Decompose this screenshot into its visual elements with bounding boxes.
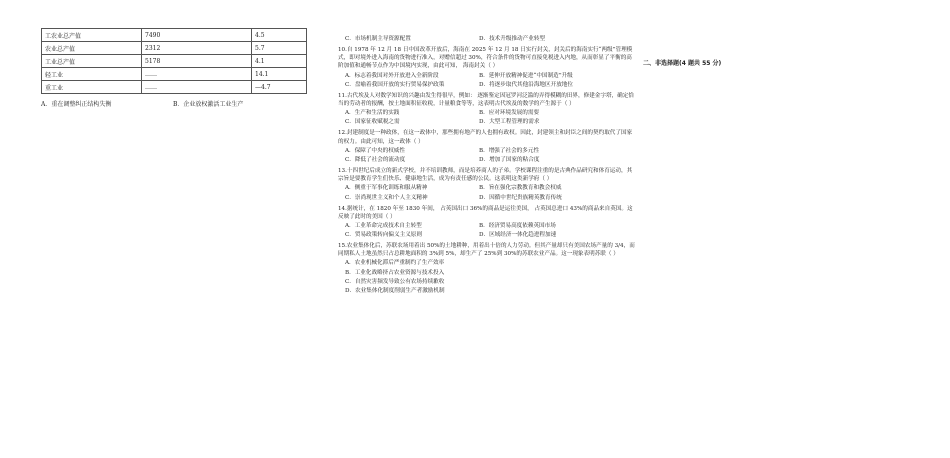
table-row [42, 55, 307, 68]
options-row [338, 258, 636, 267]
options-row [338, 277, 636, 286]
option-b: B．增强了社会的多元性 [479, 147, 540, 154]
option-b: B．延伸开放精神促进“中国制造”升级 [479, 72, 573, 79]
question-13-stem: 13.十四世纪后成立的新式学校，并不培训教师，而是培养商人的子弟。学校课程注重的是古典作品研究和体育运动，其宗旨是要教育学生们快乐、健康地生活，成为有责任感的公民。这表明这类新学府（ ） [338, 167, 633, 183]
options-row [338, 230, 636, 239]
option-a: A．侧重于军事化训练和服从精神 [345, 185, 428, 192]
table-cell-growth: —4.7 [252, 81, 307, 94]
table-cell-label: 农业总产值 [42, 42, 142, 55]
option-c: C．市场机制主导资源配置 [345, 36, 411, 42]
option-d: D．技术升级推动产业转型 [479, 36, 546, 42]
table-cell-value: 2312 [142, 42, 252, 55]
option-b: B．应对环境发展的需要 [479, 110, 540, 117]
options-row [338, 146, 636, 155]
option-a: A．生产和生活的实践 [345, 110, 400, 117]
options-row [338, 183, 636, 192]
option-c: C．自然灾害频发导致公有农场持续歉收 [345, 278, 445, 285]
options-row [338, 268, 636, 277]
option-b: B．工业化战略挤占农业资源与技术投入 [345, 269, 445, 276]
option-d: D．将逐步取代其他沿海地区开放地位 [479, 81, 573, 88]
option-b: B．旨在强化宗教教育和教会权威 [479, 185, 562, 192]
option-a: A．农业机械化滞后严重制约了生产效率 [345, 260, 445, 267]
question-10-stem: 10.自 1978 年 12 月 18 日中国改革开放后，海南在 2025 年 12 月 18 日实行封关，封关后的海南实行“两级”管理模式，即对境外进入海南的货物进行准入，对赠信超过 30%，符合条件的货物可直接免税进入内地，从而彰显了平衡的高阶加值和通畅节点作为中国境内实现，由此可知， 海南封关（ ） [338, 46, 633, 70]
option-c: C．盘喻着我国开放的实行贸易保护政策 [345, 81, 445, 88]
question-column [338, 34, 636, 295]
question-12-stem: 12.封建制度是一种政体，在这一政体中，那些拥有地产的人也拥有政权。因此，封建领主和封臣之间的契约取代了国家的权力。由此可知，这一政体（ ） [338, 130, 633, 145]
options-row [338, 108, 636, 117]
table-cell-growth: 4.5 [252, 29, 307, 42]
table-cell-value: …… [142, 68, 252, 81]
option-d: D．农业集体化制度削弱生产者激励机制 [345, 288, 445, 295]
options-row [338, 80, 636, 89]
options-row [338, 34, 636, 43]
table-cell-value: 7490 [142, 29, 252, 42]
options-row [338, 221, 636, 230]
section-title: 二、非选择题(4 题共 55 分) [643, 60, 722, 67]
option-b: B．经济贸易高度依赖英国市场 [479, 222, 556, 229]
option-c: C．贸易政策转向偏义主义原则 [345, 232, 422, 239]
table-cell-label: 轻工业 [42, 68, 142, 81]
option-a: A．标志着我国对外开放进入全新阶段 [345, 72, 439, 79]
question-15-stem: 15.农业集体化后，苏联农场用着出 50%的土地耕种，用着出十倍的人力劳动。但其产量却只有美国农场产量的 3/4，而同期私人土地虽然只占总耕地面积的 3%到 5%，却生产了 25%到 30%的苏联农业产品。这一现象表明苏联（ ） [338, 243, 635, 258]
option-a: A．保障了中央的权威性 [345, 147, 405, 154]
table-cell-label: 工农业总产值 [42, 29, 142, 42]
options-row [338, 155, 636, 164]
options-row [338, 71, 636, 80]
options-row [338, 286, 636, 295]
table-row [42, 29, 307, 42]
table-cell-label: 重工业 [42, 81, 142, 94]
economic-data-table [41, 28, 307, 94]
table-cell-growth: 4.1 [252, 55, 307, 68]
table-row [42, 68, 307, 81]
options-row [338, 193, 636, 202]
option-d: D．因循中世纪贵族精英教育传统 [479, 194, 562, 201]
option-c: C．国家征收赋税之需 [345, 119, 400, 126]
table-cell-label: 工业总产值 [42, 55, 142, 68]
question-11-stem: 11.古代埃及人对数学知识的兴趣由发生得很早，例如： 逐渐鉴定因冠罗河泛滥的弄得模糊的田界，修建金字塔，确定恰当的劳动者的报酬，按土地面积征收税，计量粮食等等，这表明古代埃及的数学的产生源于（ ） [338, 92, 634, 107]
option-a: A．工业革命完成技术自主转型 [345, 222, 422, 229]
option-d: D．大型工程管理的需求 [479, 119, 540, 126]
options-row [338, 117, 636, 126]
option-a: A．重在调整纠正结构失衡 [41, 101, 112, 108]
option-d: D．增加了国家的粘合度 [479, 156, 540, 163]
option-c: C．崇尚现世主义和个人主义精神 [345, 194, 428, 201]
table-cell-growth: 5.7 [252, 42, 307, 55]
table-row [42, 42, 307, 55]
table-cell-growth: 14.1 [252, 68, 307, 81]
table-row [42, 81, 307, 94]
option-b: B．企业放权激活工业生产 [173, 101, 244, 108]
table-cell-value: …… [142, 81, 252, 94]
option-d: D．区域经济一体化趋进程加速 [479, 232, 557, 239]
question-14-stem: 14.据统计，在 1820 年至 1830 年间， 占英国出口 36%的商品是运往美国， 占英国总进口 43%的商品来自英国。这反映了此时的美国（ ） [338, 205, 633, 220]
table-cell-value: 5178 [142, 55, 252, 68]
option-c: C．降低了社会的流动度 [345, 156, 406, 163]
